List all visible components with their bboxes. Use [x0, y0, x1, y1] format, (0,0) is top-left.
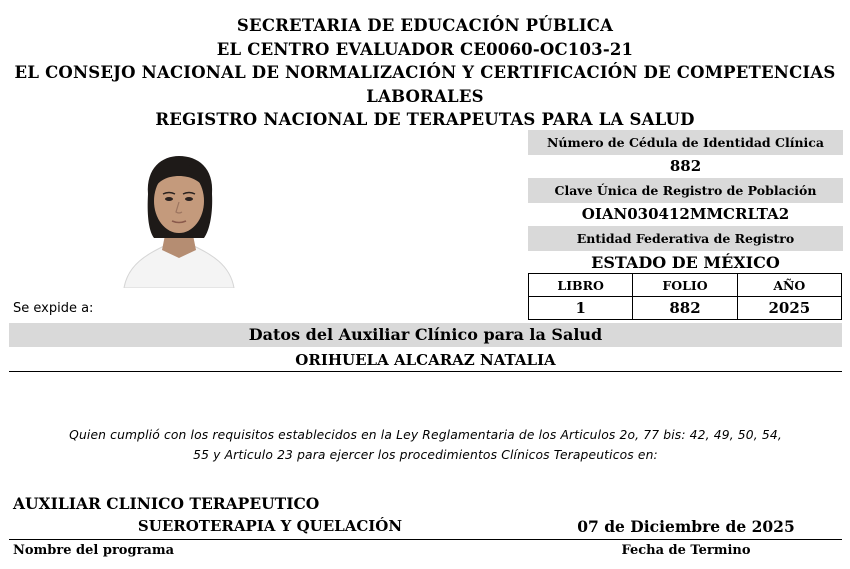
header-consejo-cont: LABORALES [366, 86, 484, 106]
libro-value: 1 [529, 297, 633, 320]
anio-value: 2025 [737, 297, 841, 320]
header-centro-evaluador: EL CENTRO EVALUADOR CE0060-OC103-21 [216, 39, 634, 59]
program-underline [9, 539, 842, 540]
entidad-value: ESTADO DE MÉXICO [591, 253, 780, 272]
recipient-name: ORIHUELA ALCARAZ NATALIA [295, 351, 556, 369]
header-secretaria: SECRETARIA DE EDUCACIÓN PÚBLICA [236, 16, 614, 35]
libro-header: LIBRO [529, 274, 633, 297]
entidad-label: Entidad Federativa de Registro [528, 226, 843, 251]
curp-value: OIAN030412MMCRLTA2 [581, 205, 790, 223]
requisitos-line-2: 55 y Articulo 23 para ejercer los procedimientos Clínicos Terapeuticos en: [193, 448, 658, 462]
identity-panel [528, 130, 843, 274]
name-underline [9, 371, 842, 372]
completion-date: 07 de Diciembre de 2025 [577, 517, 795, 536]
program-name: SUEROTERAPIA Y QUELACIÓN [137, 517, 403, 535]
program-name-label: Nombre del programa [13, 543, 175, 558]
header-consejo: EL CONSEJO NACIONAL DE NORMALIZACIÓN Y CERTIFICACIÓN DE COMPETENCIAS [14, 63, 836, 82]
folio-header: FOLIO [633, 274, 737, 297]
portrait-photo [118, 146, 240, 288]
registro-value-row [529, 297, 842, 320]
document-header [0, 14, 850, 132]
requisitos-text [9, 425, 842, 465]
folio-value: 882 [633, 297, 737, 320]
curp-label: Clave Única de Registro de Población [528, 178, 843, 203]
cedula-value: 882 [669, 157, 702, 175]
completion-date-label: Fecha de Termino [621, 543, 751, 558]
program-category: AUXILIAR CLINICO TERAPEUTICO [13, 494, 320, 513]
cedula-label: Número de Cédula de Identidad Clínica [528, 130, 843, 155]
registro-header-row [529, 274, 842, 297]
anio-header: AÑO [737, 274, 841, 297]
expide-label: Se expide a: [13, 301, 94, 316]
header-registro-nacional: REGISTRO NACIONAL DE TERAPEUTAS PARA LA SALUD [155, 110, 695, 129]
registro-table [528, 273, 842, 320]
person-portrait-icon [118, 146, 240, 288]
requisitos-line-1: Quien cumplió con los requisitos establecidos en la Ley Reglamentaria de los Articulos 2o, 77 bis: 42, 49, 50, 54, [69, 428, 782, 442]
datos-title: Datos del Auxiliar Clínico para la Salud [9, 323, 842, 347]
